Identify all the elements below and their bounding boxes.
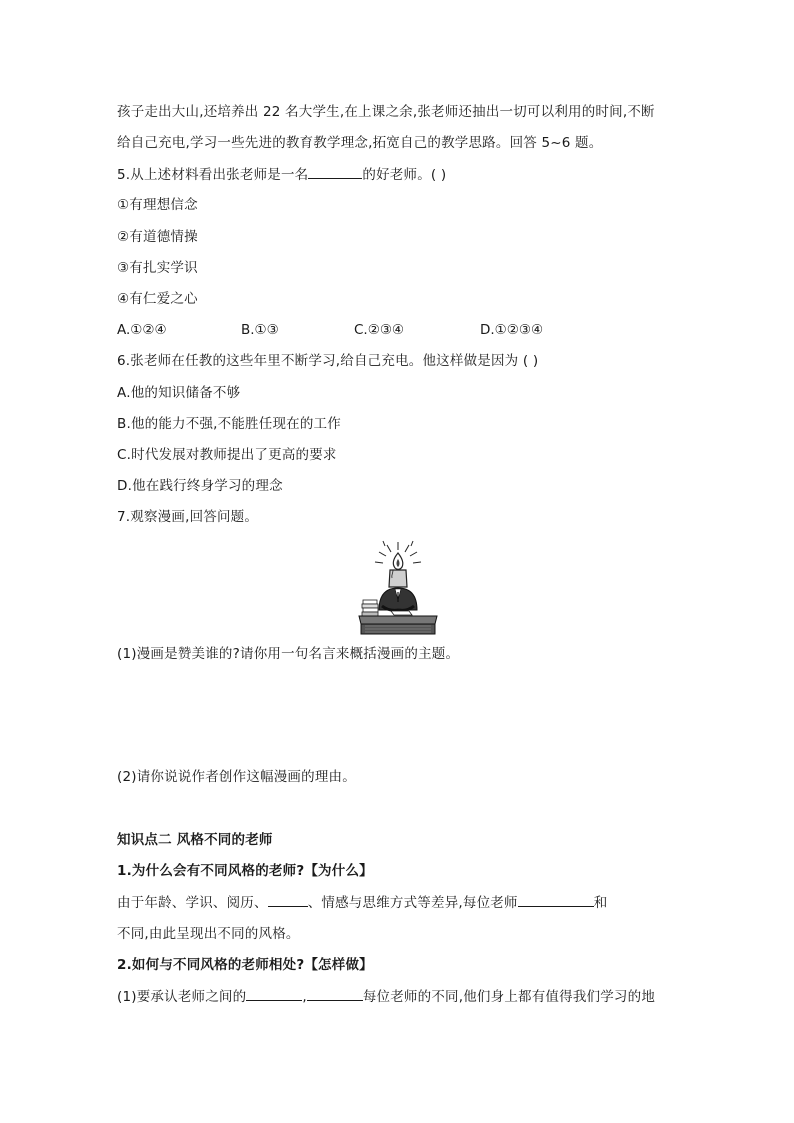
q5-stem-before: 5.从上述材料看出张老师是一名 <box>117 167 309 183</box>
point-1-line-2: 不同,由此呈现出不同的风格。 <box>117 926 300 942</box>
point-2-line-1-a: (1)要承认老师之间的 <box>117 989 247 1005</box>
q5-option-a[interactable]: A.①②④ <box>117 322 167 338</box>
point-1-line-1-c: 和 <box>593 895 608 911</box>
section-2-title: 知识点二 风格不同的老师 <box>117 832 273 848</box>
q5-answer-blank[interactable] <box>308 165 362 179</box>
q5-item-3: ③有扎实学识 <box>117 260 198 276</box>
point-1-title: 1.为什么会有不同风格的老师?【为什么】 <box>117 863 373 879</box>
q5-item-2: ②有道德情操 <box>117 229 198 245</box>
point-2-line-1-c: 每位老师的不同,他们身上都有值得我们学习的地 <box>362 989 656 1005</box>
q5-stem-after: 的好老师。( ) <box>362 167 447 183</box>
q6-option-d[interactable]: D.他在践行终身学习的理念 <box>117 478 283 494</box>
q5-item-1: ①有理想信念 <box>117 197 198 213</box>
q5-option-c[interactable]: C.②③④ <box>354 322 405 338</box>
point-1-line-1 <box>117 893 607 912</box>
passage-line-1: 孩子走出大山,还培养出 22 名大学生,在上课之余,张老师还抽出一切可以利用的时间,不断 <box>117 104 655 120</box>
point-1-line-1-a: 由于年龄、学识、阅历、 <box>117 895 268 911</box>
point-2-blank-1[interactable] <box>246 987 302 1001</box>
q5-option-d[interactable]: D.①②③④ <box>480 322 544 338</box>
q7-stem: 7.观察漫画,回答问题。 <box>117 509 259 525</box>
point-1-blank-2[interactable] <box>518 893 594 907</box>
q5-option-b[interactable]: B.①③ <box>241 322 279 338</box>
cartoon-teacher-candle-image <box>357 540 439 636</box>
q5-item-4: ④有仁爱之心 <box>117 291 198 307</box>
point-2-blank-2[interactable] <box>307 987 363 1001</box>
q6-option-a[interactable]: A.他的知识储备不够 <box>117 385 241 401</box>
point-1-line-1-b: 、情感与思维方式等差异,每位老师 <box>307 895 518 911</box>
passage-line-2: 给自己充电,学习一些先进的教育教学理念,拓宽自己的教学思路。回答 5~6 题。 <box>117 135 603 151</box>
q7-sub-question-2: (2)请你说说作者创作这幅漫画的理由。 <box>117 769 356 785</box>
point-2-line-1 <box>117 987 655 1006</box>
q7-sub-question-1: (1)漫画是赞美谁的?请你用一句名言来概括漫画的主题。 <box>117 646 460 662</box>
q6-stem: 6.张老师在任教的这些年里不断学习,给自己充电。他这样做是因为 ( ) <box>117 353 539 369</box>
point-2-line-1-b: , <box>302 989 307 1005</box>
q5-stem <box>117 165 446 184</box>
point-2-title: 2.如何与不同风格的老师相处?【怎样做】 <box>117 957 373 973</box>
q6-option-c[interactable]: C.时代发展对教师提出了更高的要求 <box>117 447 337 463</box>
point-1-blank-1[interactable] <box>268 893 308 907</box>
q6-option-b[interactable]: B.他的能力不强,不能胜任现在的工作 <box>117 416 341 432</box>
